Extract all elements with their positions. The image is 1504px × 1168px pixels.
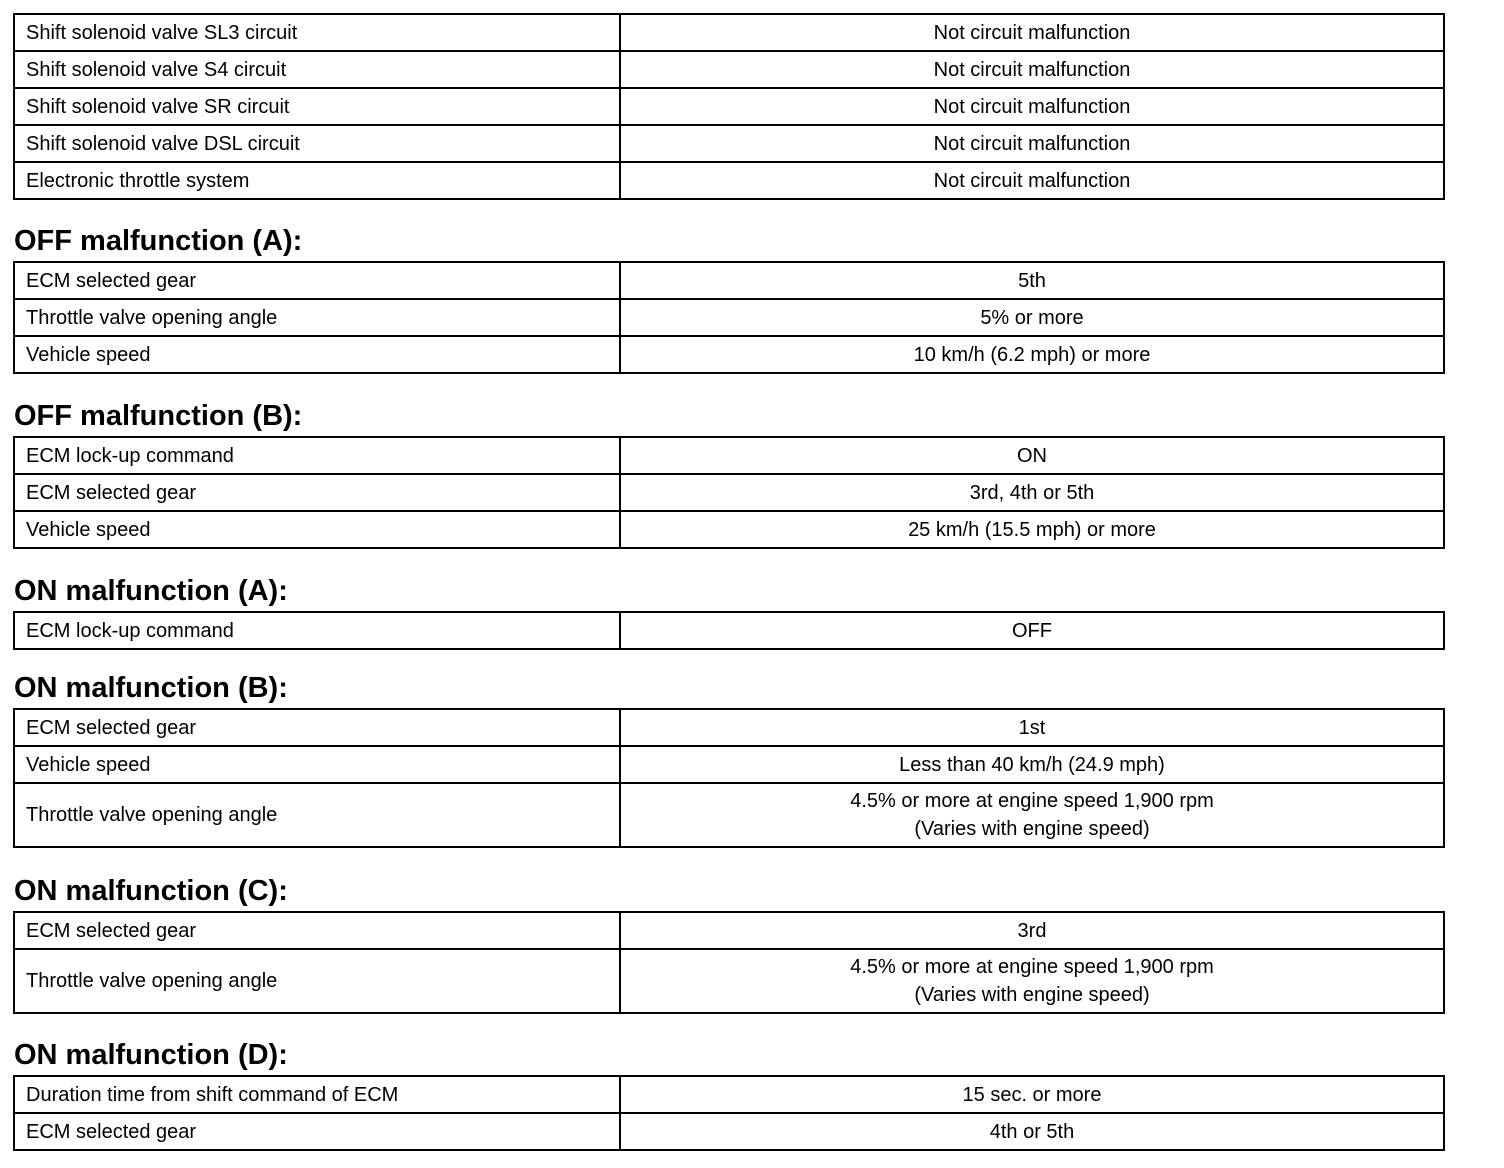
row-value: 1st bbox=[620, 709, 1444, 746]
on-malfunction-c-table bbox=[13, 911, 1445, 1014]
row-value: ON bbox=[620, 437, 1444, 474]
row-value bbox=[620, 949, 1444, 1013]
row-value: 5th bbox=[620, 262, 1444, 299]
row-value-line: (Varies with engine speed) bbox=[914, 984, 1150, 1006]
table-row bbox=[14, 709, 1444, 746]
row-label: Vehicle speed bbox=[14, 746, 620, 783]
row-value: 3rd bbox=[620, 912, 1444, 949]
row-label: ECM selected gear bbox=[14, 262, 620, 299]
table-row bbox=[14, 51, 1444, 88]
heading-on-malfunction-a: ON malfunction (A): bbox=[14, 575, 288, 607]
table-row bbox=[14, 262, 1444, 299]
table-row bbox=[14, 1076, 1444, 1113]
row-label: ECM selected gear bbox=[14, 709, 620, 746]
row-value-line: (Varies with engine speed) bbox=[914, 818, 1150, 840]
row-value: 4th or 5th bbox=[620, 1113, 1444, 1150]
table-row bbox=[14, 912, 1444, 949]
row-label: Shift solenoid valve S4 circuit bbox=[14, 51, 620, 88]
table-row bbox=[14, 949, 1444, 1013]
row-label: ECM selected gear bbox=[14, 912, 620, 949]
row-label: Throttle valve opening angle bbox=[14, 783, 620, 847]
heading-off-malfunction-a: OFF malfunction (A): bbox=[14, 225, 303, 257]
off-malfunction-a-table bbox=[13, 261, 1445, 374]
row-label: ECM lock-up command bbox=[14, 612, 620, 649]
table-row bbox=[14, 299, 1444, 336]
circuit-status-table bbox=[13, 13, 1445, 200]
row-label: Duration time from shift command of ECM bbox=[14, 1076, 620, 1113]
row-label: Electronic throttle system bbox=[14, 162, 620, 199]
heading-on-malfunction-d: ON malfunction (D): bbox=[14, 1039, 288, 1071]
row-label: Vehicle speed bbox=[14, 336, 620, 373]
row-value: Not circuit malfunction bbox=[620, 88, 1444, 125]
table-row bbox=[14, 474, 1444, 511]
row-value-line: 4.5% or more at engine speed 1,900 rpm bbox=[850, 790, 1214, 812]
row-label: Shift solenoid valve SL3 circuit bbox=[14, 14, 620, 51]
row-value: Not circuit malfunction bbox=[620, 51, 1444, 88]
row-value: 3rd, 4th or 5th bbox=[620, 474, 1444, 511]
row-value: 5% or more bbox=[620, 299, 1444, 336]
table-row bbox=[14, 14, 1444, 51]
row-value: Less than 40 km/h (24.9 mph) bbox=[620, 746, 1444, 783]
table-row bbox=[14, 437, 1444, 474]
on-malfunction-d-table bbox=[13, 1075, 1445, 1151]
row-label: ECM selected gear bbox=[14, 474, 620, 511]
table-row bbox=[14, 88, 1444, 125]
heading-off-malfunction-b: OFF malfunction (B): bbox=[14, 400, 303, 432]
row-label: Throttle valve opening angle bbox=[14, 949, 620, 1013]
row-label: ECM lock-up command bbox=[14, 437, 620, 474]
row-value: Not circuit malfunction bbox=[620, 162, 1444, 199]
table-row bbox=[14, 336, 1444, 373]
row-label: Shift solenoid valve DSL circuit bbox=[14, 125, 620, 162]
heading-on-malfunction-b: ON malfunction (B): bbox=[14, 672, 288, 704]
row-value: 10 km/h (6.2 mph) or more bbox=[620, 336, 1444, 373]
table-row bbox=[14, 612, 1444, 649]
heading-on-malfunction-c: ON malfunction (C): bbox=[14, 875, 288, 907]
on-malfunction-b-table bbox=[13, 708, 1445, 848]
table-row bbox=[14, 1113, 1444, 1150]
table-row bbox=[14, 746, 1444, 783]
row-label: Shift solenoid valve SR circuit bbox=[14, 88, 620, 125]
table-row bbox=[14, 125, 1444, 162]
row-value: 25 km/h (15.5 mph) or more bbox=[620, 511, 1444, 548]
row-value bbox=[620, 783, 1444, 847]
row-value: Not circuit malfunction bbox=[620, 14, 1444, 51]
row-label: Vehicle speed bbox=[14, 511, 620, 548]
off-malfunction-b-table bbox=[13, 436, 1445, 549]
row-label: Throttle valve opening angle bbox=[14, 299, 620, 336]
row-value: Not circuit malfunction bbox=[620, 125, 1444, 162]
on-malfunction-a-table bbox=[13, 611, 1445, 650]
row-value: 15 sec. or more bbox=[620, 1076, 1444, 1113]
table-row bbox=[14, 511, 1444, 548]
table-row bbox=[14, 783, 1444, 847]
table-row bbox=[14, 162, 1444, 199]
row-label: ECM selected gear bbox=[14, 1113, 620, 1150]
row-value-line: 4.5% or more at engine speed 1,900 rpm bbox=[850, 956, 1214, 978]
row-value: OFF bbox=[620, 612, 1444, 649]
